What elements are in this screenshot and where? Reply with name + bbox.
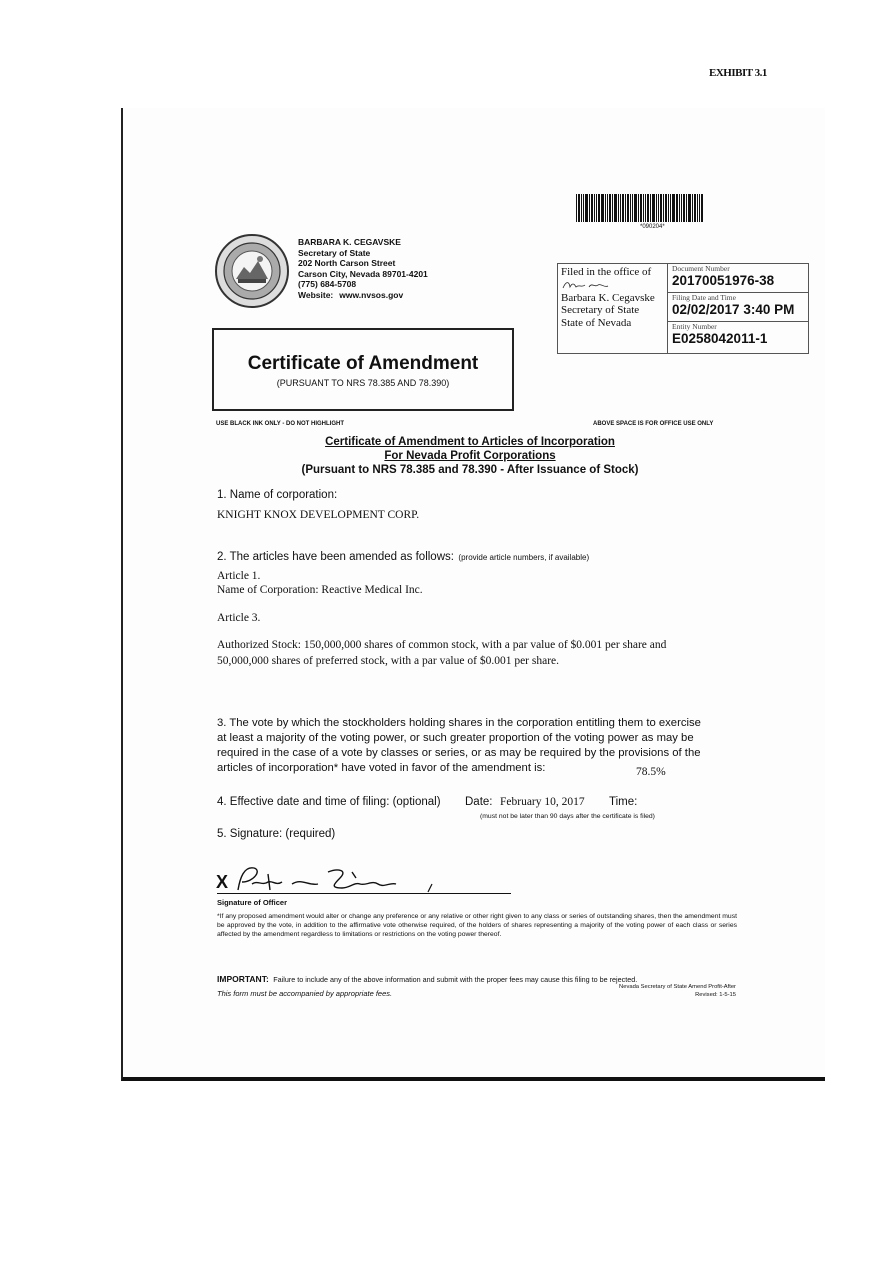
agency-city: Carson City, Nevada 89701-4201 — [298, 268, 428, 279]
agency-street: 202 North Carson Street — [298, 258, 396, 268]
agency-website: www.nvsos.gov — [339, 289, 404, 300]
agency-website-label: Website: — [298, 289, 334, 300]
state-seal-icon — [214, 233, 290, 309]
amendment-footnote: *If any proposed amendment would alter or change any preference or any relative or other right given to any class or series of outstanding shares, then the amendment must be approved by the vote, in addition to the affirmative vote otherwise required, of the holders of shares representing a majority of the voting power of each class or series affected by the amendment regardless to limitations or restrictions on the voting power thereof. — [217, 913, 737, 938]
important-text: Failure to include any of the above information and submit with the proper fees may cause this filing to be rejected. — [273, 975, 638, 984]
form-reference-line1: Nevada Secretary of State Amend Profit-After — [619, 984, 736, 990]
signature-of-officer-label: Signature of Officer — [217, 898, 288, 907]
item3-line2: at least a majority of the voting power, or such greater proportion of the voting power as may be — [217, 732, 694, 744]
certificate-subtitle: (PURSUANT TO NRS 78.385 AND 78.390) — [276, 378, 450, 388]
important-label: IMPORTANT: — [217, 974, 269, 984]
filing-datetime: 02/02/2017 3:40 PM — [672, 302, 795, 317]
article3-stock-line1: Authorized Stock: 150,000,000 shares of common stock, with a par value of $0.001 per share and — [217, 639, 667, 651]
item2-label: 2. The articles have been amended as follows: — [217, 551, 454, 563]
filed-line-4: State of Nevada — [561, 316, 632, 329]
form-heading-3: (Pursuant to NRS 78.385 and 78.390 - After Issuance of Stock) — [301, 464, 639, 476]
item5-label: 5. Signature: (required) — [217, 828, 336, 840]
document-number-label: Document Number — [672, 264, 730, 273]
signature-x-mark: X — [216, 872, 229, 892]
agency-name: BARBARA K. CEGAVSKE — [298, 237, 401, 247]
form-heading-2: For Nevada Profit Corporations — [384, 450, 556, 462]
item3-line3: required in the case of a vote by classes or series, or as may be required by the provisions of the — [217, 747, 701, 759]
article3-stock-line2: 50,000,000 shares of preferred stock, with a par value of $0.001 per share. — [217, 655, 560, 667]
certificate-title-box — [212, 328, 514, 411]
barcode — [576, 194, 736, 222]
agency-website-row — [298, 290, 428, 301]
filed-office-block — [558, 264, 668, 353]
filing-datetime-cell — [668, 293, 808, 322]
effective-date: February 10, 2017 — [500, 796, 585, 808]
item3-line1: 3. The vote by which the stockholders holding shares in the corporation entitling them to exercise — [217, 717, 701, 729]
ink-note: USE BLACK INK ONLY - DO NOT HIGHLIGHT — [216, 421, 345, 427]
date-label: Date: — [465, 796, 493, 808]
entity-number-label: Entity Number — [672, 322, 717, 331]
agency-phone: (775) 684-5708 — [298, 279, 357, 289]
entity-number: E0258042011-1 — [672, 331, 768, 346]
certificate-title: Certificate of Amendment — [247, 353, 479, 374]
document-number-cell — [668, 264, 808, 293]
item2-row — [217, 547, 589, 565]
item3-line4: articles of incorporation* have voted in favor of the amendment is: — [217, 762, 546, 774]
document-number: 20170051976-38 — [672, 273, 775, 288]
filing-stamp-box — [557, 263, 809, 354]
agency-title: Secretary of State — [298, 247, 371, 258]
item1-label: 1. Name of corporation: — [217, 489, 338, 501]
article3-heading: Article 3. — [217, 612, 261, 624]
item2-hint: (provide article numbers, if available) — [458, 553, 590, 562]
filed-values — [668, 264, 808, 353]
filing-datetime-label: Filing Date and Time — [672, 293, 736, 302]
agency-address — [298, 237, 428, 300]
article1-text: Name of Corporation: Reactive Medical Inc. — [217, 584, 423, 596]
vote-percentage: 78.5% — [636, 766, 666, 778]
item4-label: 4. Effective date and time of filing: (optional) — [217, 796, 441, 808]
article1-heading: Article 1. — [217, 570, 261, 582]
filed-signature — [561, 279, 664, 292]
time-label: Time: — [609, 796, 638, 808]
entity-number-cell — [668, 322, 808, 351]
barcode-number: *090204* — [640, 224, 665, 230]
fees-note: This form must be accompanied by appropriate fees. — [217, 989, 393, 998]
signature-line — [217, 893, 511, 894]
filed-signature-icon — [561, 279, 611, 292]
exhibit-label: EXHIBIT 3.1 — [709, 67, 767, 79]
date-limit-note: (must not be later than 90 days after the certificate is filed) — [480, 813, 655, 820]
form-heading-1: Certificate of Amendment to Articles of Incorporation — [325, 436, 615, 448]
form-reference-line2: Revised: 1-5-15 — [695, 992, 736, 998]
filed-line-1: Filed in the office of — [561, 266, 652, 278]
filed-line-2: Barbara K. Cegavske — [561, 291, 655, 304]
corporation-name: KNIGHT KNOX DEVELOPMENT CORP. — [217, 509, 420, 521]
filed-line-3: Secretary of State — [561, 304, 640, 316]
office-use-note: ABOVE SPACE IS FOR OFFICE USE ONLY — [593, 421, 714, 427]
form-reference — [560, 983, 736, 999]
